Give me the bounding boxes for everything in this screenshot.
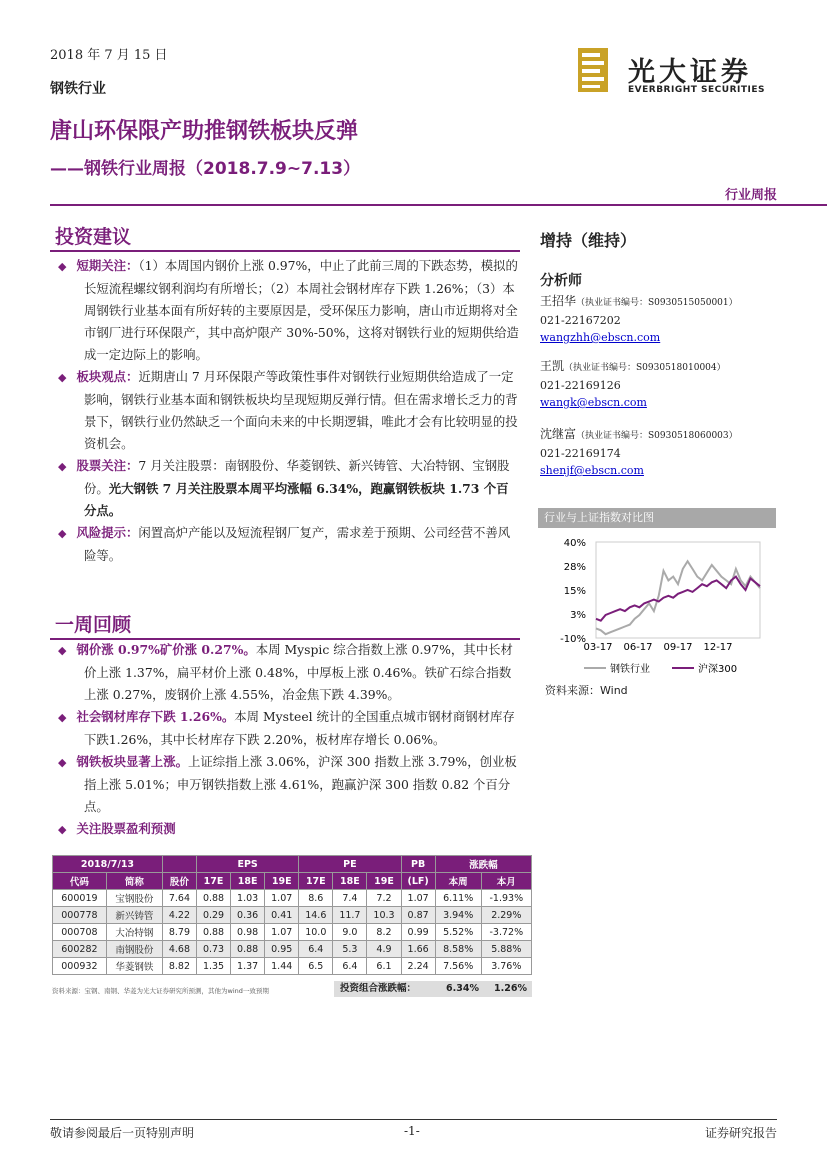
diamond-icon: ◆ bbox=[58, 711, 67, 724]
diamond-icon: ◆ bbox=[58, 260, 67, 273]
legend-label: 钢铁行业 bbox=[610, 664, 650, 675]
diamond-icon: ◆ bbox=[58, 756, 67, 769]
table-body bbox=[53, 890, 532, 975]
section-title-review: 一周回顾 bbox=[55, 614, 132, 636]
table-header-row: 2018/7/13 EPS PE PB 涨跌幅 bbox=[53, 856, 532, 873]
diamond-icon: ◆ bbox=[58, 644, 67, 657]
y-tick-label: 40% bbox=[563, 538, 586, 549]
invest-item: ◆ 股票关注：7 月关注股票：南钢股份、华菱钢铁、新兴铸管、大冶特钢、宝钢股份。光大钢铁 7 月关注股票本周平均涨幅 6.34%，跑赢钢铁板块 1.73 个百分点。 bbox=[58, 458, 510, 518]
footer-disclaimer: 敬请参阅最后一页特别声明 bbox=[50, 1126, 195, 1140]
invest-item: ◆ 风险提示：闲置高炉产能以及短流程钢厂复产，需求差于预期、公司经营不善风险等。 bbox=[58, 525, 511, 563]
analyst-name: 王招华 bbox=[540, 294, 577, 308]
section-divider bbox=[50, 250, 520, 252]
chart-title: 行业与上证指数对比图 bbox=[538, 508, 776, 528]
page-number: -1- bbox=[404, 1124, 420, 1138]
table-row: 600282 南钢股份 4.68 0.73 0.88 0.95 6.4 5.3 4.9 1.66 8.58% 5.88% bbox=[53, 941, 532, 958]
footer-divider bbox=[50, 1119, 777, 1120]
logo-text: 光大证券 bbox=[628, 57, 752, 88]
diamond-icon: ◆ bbox=[58, 823, 67, 836]
analyst-name: 沈继富 bbox=[540, 427, 577, 441]
header-divider bbox=[50, 204, 827, 206]
x-tick-label: 03-17 bbox=[583, 642, 613, 653]
report-type: 行业周报 bbox=[724, 188, 777, 203]
analyst-heading: 分析师 bbox=[540, 273, 582, 289]
review-item: ◆ 钢价涨 0.97%矿价涨 0.27%。本周 Myspic 综合指数上涨 0.97%，其中长材价上涨 1.37%，扁平材价上涨 0.48%，中厚板上涨 0.46%。铁矿石综合指数上涨 0.27%，废钢价上涨 4.55%，冶金焦下跌 4.39%。 bbox=[58, 642, 513, 702]
chart-source: 资料来源：Wind bbox=[545, 684, 628, 697]
page-title: 唐山环保限产助推钢铁板块反弹 bbox=[50, 119, 359, 144]
invest-list bbox=[58, 255, 520, 567]
invest-item: ◆ 板块观点：近期唐山 7 月环保限产等政策性事件对钢铁行业短期供给造成了一定影响，钢铁行业基本面和钢铁板块均呈现短期反弹行情。但在需求增长乏力的背景下，钢铁行业仍然缺乏一个面向未来的中长期逻辑，唯此才会有比较明显的投资机会。 bbox=[58, 369, 518, 451]
diamond-icon: ◆ bbox=[58, 371, 67, 384]
stock-table bbox=[52, 855, 532, 975]
table-row: 000932 华菱钢铁 8.82 1.35 1.37 1.44 6.5 6.4 6.1 2.24 7.56% 3.76% bbox=[53, 958, 532, 975]
logo-english: EVERBRIGHT SECURITIES bbox=[628, 85, 765, 95]
analyst-block: 沈继富（执业证书编号：S0930518060003） 021-22169174 shenjf@ebscn.com bbox=[540, 426, 810, 479]
review-item: ◆ 关注股票盈利预测 bbox=[58, 821, 176, 836]
diamond-icon: ◆ bbox=[58, 527, 67, 540]
industry-label: 钢铁行业 bbox=[50, 81, 106, 97]
series-line-0 bbox=[596, 561, 760, 634]
y-tick-label: 28% bbox=[563, 562, 586, 573]
y-tick-label: 3% bbox=[570, 610, 586, 621]
table-row: 000778 新兴铸管 4.22 0.29 0.36 0.41 14.6 11.7 10.3 0.87 3.94% 2.29% bbox=[53, 907, 532, 924]
analyst-name: 王凯 bbox=[540, 359, 565, 373]
page-subtitle: ——钢铁行业周报（2018.7.9~7.13） bbox=[50, 159, 361, 179]
analyst-email-link[interactable]: wangzhh@ebscn.com bbox=[540, 331, 661, 344]
analyst-block: 王凯（执业证书编号：S0930518010004） 021-22169126 wangk@ebscn.com bbox=[540, 358, 810, 411]
review-list bbox=[58, 639, 520, 841]
rating: 增持（维持） bbox=[540, 231, 637, 250]
analyst-email-link[interactable]: wangk@ebscn.com bbox=[540, 396, 647, 409]
legend-label: 沪深300 bbox=[698, 664, 738, 675]
x-tick-label: 09-17 bbox=[663, 642, 693, 653]
logo-icon bbox=[578, 48, 608, 92]
report-date: 2018 年 7 月 15 日 bbox=[50, 48, 168, 63]
section-title-invest: 投资建议 bbox=[55, 226, 132, 248]
portfolio-summary: 投资组合涨跌幅： 6.34% 1.26% bbox=[334, 981, 532, 997]
y-tick-label: -10% bbox=[560, 634, 586, 645]
analyst-block: 王招华（执业证书编号：S0930515050001） 021-22167202 wangzhh@ebscn.com bbox=[540, 293, 810, 346]
x-tick-label: 06-17 bbox=[623, 642, 653, 653]
y-tick-label: 15% bbox=[563, 586, 586, 597]
table-note: 资料来源：宝钢、南钢、华菱为光大证券研究所预测，其他为wind一致预期 bbox=[52, 987, 269, 995]
invest-item: ◆ 短期关注：（1）本周国内钢价上涨 0.97%，中止了此前三周的下跌态势，模拟的长短流程螺纹钢利润均有所增长；（2）本周社会钢材库存下跌 1.26%；（3）本周钢铁行业基本面有所好转的主要原因是，受环保压力影响，唐山市近期将对全市钢厂进行环保限产，其中高炉限产 30%-50%，这将对钢铁行业的短期供给造成一定边际上的影响。 bbox=[58, 258, 519, 362]
analyst-email-link[interactable]: shenjf@ebscn.com bbox=[540, 464, 644, 477]
review-item: ◆ 钢铁板块显著上涨。上证综指上涨 3.06%，沪深 300 指数上涨 3.79%，创业板指上涨 5.01%；申万钢铁指数上涨 4.61%，跑赢沪深 300 指数 0.82 个百分点。 bbox=[58, 754, 517, 814]
x-tick-label: 12-17 bbox=[703, 642, 733, 653]
table-row: 600019 宝钢股份 7.64 0.88 1.03 1.07 8.6 7.4 7.2 1.07 6.11% -1.93% bbox=[53, 890, 532, 907]
footer-report-label: 证券研究报告 bbox=[704, 1126, 777, 1140]
table-header-row: 代码 简称 股价 17E 18E 19E 17E 18E 19E (LF) 本周 本月 bbox=[53, 873, 532, 890]
review-item: ◆ 社会钢材库存下跌 1.26%。本周 Mysteel 统计的全国重点城市钢材商钢材库存下跌1.26%，其中长材库存下跌 2.20%，板材库存增长 0.06%。 bbox=[58, 709, 515, 747]
table-row: 000708 大冶特钢 8.79 0.88 0.98 1.07 10.0 9.0 8.2 0.99 5.52% -3.72% bbox=[53, 924, 532, 941]
diamond-icon: ◆ bbox=[58, 460, 67, 473]
comparison-chart bbox=[538, 528, 776, 696]
plot-frame bbox=[596, 542, 760, 638]
